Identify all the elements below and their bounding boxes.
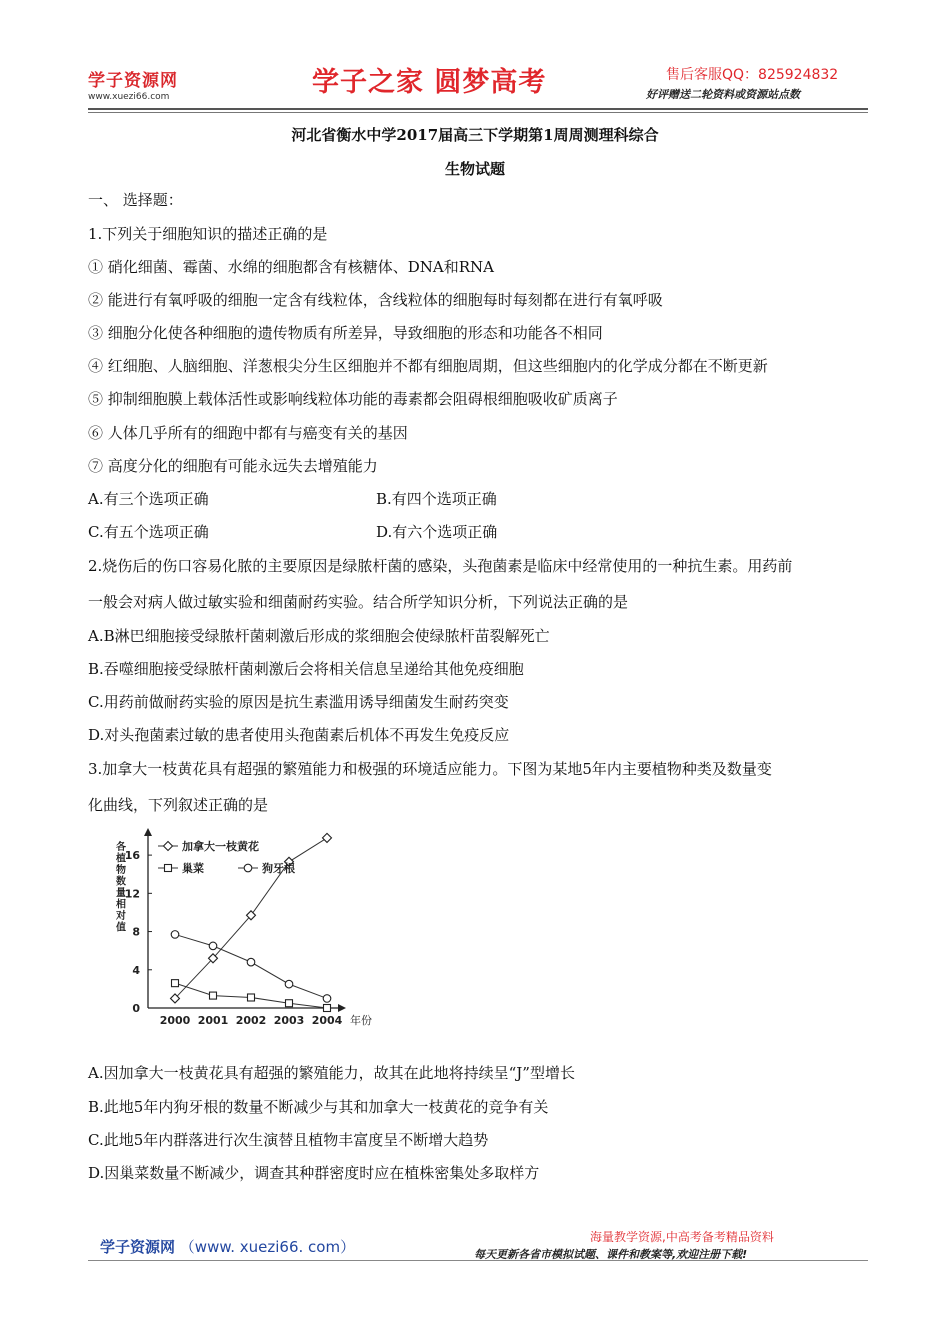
data-point	[210, 992, 217, 999]
header-rule	[88, 108, 868, 110]
footer-brand-link[interactable]	[100, 1236, 355, 1257]
q3-option-d: D.因巢菜数量不断减少，调查其种群密度时应在植株密集处多取样方	[88, 1164, 540, 1182]
y-axis-arrow	[144, 828, 152, 836]
x-tick-label: 2002	[235, 1014, 267, 1027]
footer-rule	[88, 1260, 868, 1261]
q3-stem-line1: 3.加拿大一枝黄花具有超强的繁殖能力和极强的环境适应能力。下图为某地5年内主要植物种类及数量变	[88, 760, 772, 778]
logo-name: 学子资源网	[88, 71, 178, 91]
legend-marker	[164, 842, 173, 851]
site-logo[interactable]	[88, 66, 178, 102]
data-point	[172, 980, 179, 987]
q2-option-d: D.对头孢菌素过敏的患者使用头孢菌素后机体不再发生免疫反应	[88, 726, 510, 744]
exam-subject: 生物试题	[444, 160, 505, 178]
footer-url: （www. xuezi66. com）	[179, 1238, 356, 1256]
footer-promo-sub: 每天更新各省市模拟试题、课件和教案等,欢迎注册下载!	[474, 1248, 748, 1261]
q1-item-6: ⑥ 人体几乎所有的细跑中都有与癌变有关的基因	[88, 424, 408, 442]
data-point	[323, 995, 331, 1003]
q2-option-b: B.吞噬细胞接受绿脓杆菌刺激后会将相关信息呈递给其他免疫细胞	[88, 660, 524, 678]
data-point	[247, 958, 255, 966]
q2-stem-line1: 2.烧伤后的伤口容易化脓的主要原因是绿脓杆菌的感染，头孢菌素是临床中经常使用的一种抗生素。用药前	[88, 557, 793, 575]
y-tick-label: 4	[132, 963, 140, 977]
logo-url: www.xuezi66.com	[88, 92, 170, 102]
exam-title: 河北省衡水中学2017届高三下学期第1周周测理科综合	[291, 126, 659, 144]
plant-quantity-chart	[88, 828, 408, 1038]
x-axis-arrow	[338, 1004, 346, 1012]
y-axis-label: 各植物数量相对值	[116, 842, 126, 934]
q1-item-3: ③ 细胞分化使各种细胞的遗传物质有所差异，导致细胞的形态和功能各不相同	[88, 324, 603, 342]
header-rule-thin	[88, 112, 868, 113]
x-tick-label: 2000	[159, 1014, 191, 1027]
q1-option-d: D.有六个选项正确	[376, 523, 498, 541]
x-tick-label: 2003	[273, 1014, 305, 1027]
x-axis-label: 年份	[350, 1014, 372, 1027]
data-point	[324, 1005, 331, 1012]
service-qq: 售后客服QQ：825924832	[666, 67, 839, 83]
chart-ticks	[125, 849, 343, 1027]
q1-item-4: ④ 红细胞、人脑细胞、洋葱根尖分生区细胞并不都有细胞周期，但这些细胞内的化学成分都在不断更新	[88, 357, 768, 375]
q1-item-5: ⑤ 抑制细胞膜上载体活性或影响线粒体功能的毒素都会阻碍根细胞吸收矿质离子	[88, 390, 618, 408]
footer-promo: 海量教学资源,中高考备考精品资料	[590, 1230, 774, 1244]
q1-option-b: B.有四个选项正确	[376, 490, 497, 508]
q2-stem-line2: 一般会对病人做过敏实验和细菌耐药实验。结合所学知识分析，下列说法正确的是	[88, 593, 629, 611]
legend-label: 巢菜	[182, 862, 204, 875]
data-point	[286, 1000, 293, 1007]
y-tick-label: 0	[132, 1002, 140, 1015]
section-heading: 一、 选择题：	[88, 191, 183, 209]
legend-marker	[244, 864, 252, 872]
data-point	[209, 942, 217, 950]
q2-option-c: C.用药前做耐药实验的原因是抗生素滥用诱导细菌发生耐药突变	[88, 693, 509, 711]
y-tick-label: 16	[124, 849, 140, 863]
data-point	[248, 994, 255, 1001]
q1-item-2: ② 能进行有氧呼吸的细胞一定含有线粒体，含线粒体的细胞每时每刻都在进行有氧呼吸	[88, 291, 663, 309]
footer-brand: 学子资源网	[100, 1238, 176, 1256]
chart-series	[171, 833, 332, 1011]
header-slogan: 学子之家 圆梦高考	[312, 67, 547, 98]
data-point	[323, 833, 332, 842]
y-tick-label: 12	[124, 887, 140, 901]
q1-option-c: C.有五个选项正确	[88, 523, 209, 541]
service-qq-note: 好评赠送二轮资料或资源站点数	[646, 88, 800, 101]
q1-stem: 1.下列关于细胞知识的描述正确的是	[88, 225, 328, 243]
y-tick-label: 8	[132, 925, 140, 939]
q1-item-7: ⑦ 高度分化的细胞有可能永远失去增殖能力	[88, 457, 378, 475]
q3-stem-line2: 化曲线，下列叙述正确的是	[88, 796, 269, 814]
q1-option-a: A.有三个选项正确	[88, 490, 209, 508]
data-point	[171, 931, 179, 939]
q3-option-b: B.此地5年内狗牙根的数量不断减少与其和加拿大一枝黄花的竞争有关	[88, 1098, 549, 1116]
q2-option-a: A.B淋巴细胞接受绿脓杆菌刺激后形成的浆细胞会使绿脓杆苗裂解死亡	[88, 627, 550, 645]
q3-option-a: A.因加拿大一枝黄花具有超强的繁殖能力，故其在此地将持续呈“J”型增长	[88, 1064, 575, 1082]
q1-item-1: ① 硝化细菌、霉菌、水绵的细胞都含有核糖体、DNA和RNA	[88, 258, 495, 276]
x-tick-label: 2001	[197, 1014, 229, 1027]
x-tick-label: 2004	[311, 1014, 343, 1027]
legend-marker	[165, 865, 172, 872]
q3-option-c: C.此地5年内群落进行次生演替且植物丰富度呈不断增大趋势	[88, 1131, 489, 1149]
chart-legend	[158, 839, 295, 875]
legend-label: 加拿大一枝黄花	[182, 840, 259, 853]
legend-label: 狗牙根	[262, 862, 295, 875]
data-point	[285, 980, 293, 988]
